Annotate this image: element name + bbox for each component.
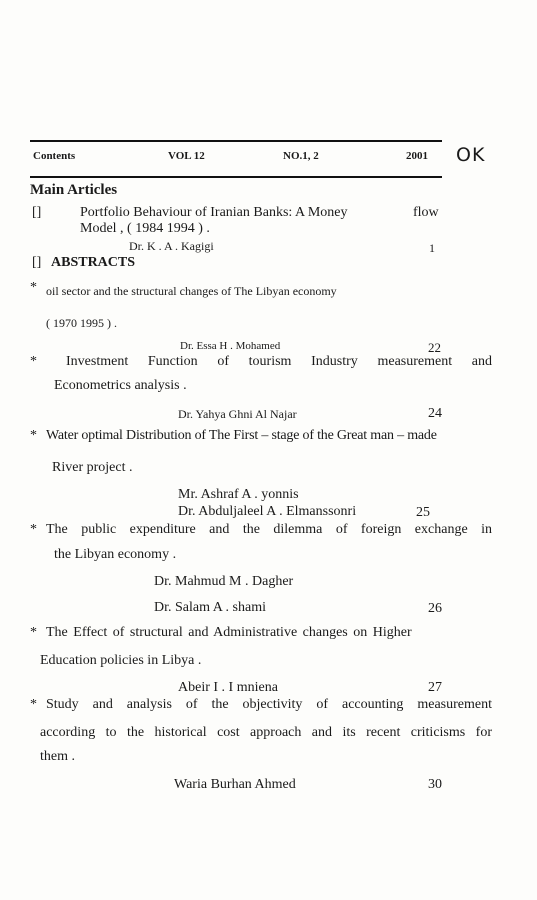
main-article-page: 1: [429, 241, 435, 255]
entry-author: Dr. Yahya Ghni Al Najar: [178, 407, 297, 421]
entry-title-line2: River project .: [52, 460, 133, 475]
header-bottom-rule: [30, 176, 442, 178]
main-article-author: Dr. K . A . Kagigi: [129, 239, 214, 253]
entry-author-1: Mr. Ashraf A . yonnis: [178, 487, 299, 502]
main-article-title-line1: Portfolio Behaviour of Iranian Banks: A Money: [80, 205, 348, 220]
entry-author: Waria Burhan Ahmed: [174, 777, 296, 792]
entry-page: 24: [428, 406, 442, 421]
entry-title-line3: them .: [40, 749, 75, 764]
entry-page: 27: [428, 680, 442, 695]
header-top-rule: [30, 140, 442, 142]
entry-page: 25: [416, 505, 430, 520]
entry-star: *: [30, 428, 37, 443]
entry-title-line2: according to the historical cost approach and its recent criticisms for: [40, 725, 492, 740]
header-year: 2001: [406, 150, 428, 162]
main-articles-bullet: []: [32, 205, 42, 220]
entry-title-line2: Education policies in Libya .: [40, 653, 202, 668]
entry-star: *: [30, 280, 37, 295]
abstracts-bullet: []: [32, 255, 42, 270]
handwritten-ok-mark: OK: [456, 144, 486, 166]
entry-star: *: [30, 697, 37, 712]
entry-author-2: Dr. Salam A . shami: [154, 600, 266, 615]
entry-title-line2: ( 1970 1995 ) .: [46, 316, 117, 330]
entry-title-line1: The Effect of structural and Administrative changes on Higher: [46, 625, 412, 640]
header-number: NO.1, 2: [283, 150, 319, 162]
entry-star: *: [30, 625, 37, 640]
entry-author-2: Dr. Abduljaleel A . Elmanssonri: [178, 504, 357, 519]
entry-title-line1: Study and analysis of the objectivity of accounting measurement: [46, 697, 492, 712]
header-contents: Contents: [33, 150, 76, 162]
entry-title-line1: oil sector and the structural changes of The Libyan economy: [46, 284, 337, 298]
entry-page: 30: [428, 777, 442, 792]
entry-star: *: [30, 354, 37, 369]
main-article-title-line2: Model , ( 1984 1994 ) .: [80, 221, 210, 236]
main-articles-heading: Main Articles: [30, 182, 118, 198]
main-article-title-line1-end: flow: [413, 205, 439, 220]
entry-title-line2: the Libyan economy .: [54, 547, 177, 562]
entry-title-line2: Econometrics analysis .: [54, 378, 187, 393]
entry-author: Dr. Essa H . Mohamed: [180, 340, 281, 352]
entry-page: 26: [428, 601, 442, 616]
entry-title-line1: Water optimal Distribution of The First – stage of the Great man – made: [46, 428, 437, 443]
entry-title-line1: Investment Function of tourism Industry measurement and: [66, 354, 492, 369]
entry-star: *: [30, 522, 37, 537]
entry-title-line1: The public expenditure and the dilemma of foreign exchange in: [46, 522, 492, 537]
header-volume: VOL 12: [168, 150, 205, 162]
abstracts-heading: ABSTRACTS: [51, 255, 136, 270]
entry-author-1: Dr. Mahmud M . Dagher: [154, 574, 294, 589]
entry-page: 22: [428, 340, 441, 355]
entry-author: Abeir I . I mniena: [178, 680, 278, 695]
